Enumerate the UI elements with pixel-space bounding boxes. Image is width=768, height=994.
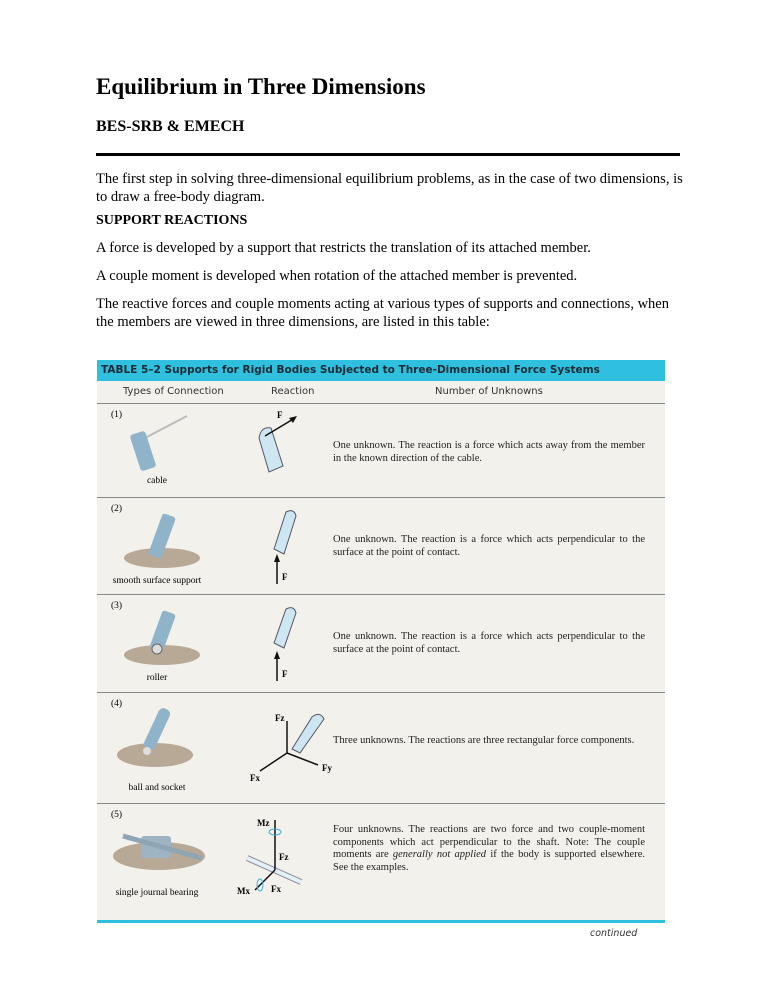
ball-and-socket-reaction-figure <box>242 699 332 794</box>
table-row <box>97 595 665 693</box>
paragraph: A force is developed by a support that restricts the translation of its attached member. <box>96 240 591 256</box>
force-label: F <box>277 410 283 420</box>
force-label: Fx <box>250 773 260 783</box>
smooth-surface-figure <box>117 506 217 576</box>
roller-reaction-figure <box>252 601 322 681</box>
row-description <box>333 824 645 874</box>
divider <box>96 153 680 156</box>
row-number: (1) <box>111 410 123 420</box>
connection-caption: cable <box>146 476 168 486</box>
description-emphasis: generally not applied <box>392 849 487 860</box>
table-row <box>97 498 665 595</box>
connection-caption: single journal bearing <box>115 888 199 898</box>
connection-caption: roller <box>146 673 168 683</box>
smooth-surface-reaction-figure <box>252 504 322 584</box>
row-description: One unknown. The reaction is a force which acts perpendicular to the surface at the point of contact. <box>333 631 645 655</box>
description-text: Four unknowns. The reactions are two force and two couple-moment components which act perpendicular to the shaft. Note: The couple moments are <box>333 824 645 860</box>
paragraph: A couple moment is developed when rotation of the attached member is prevented. <box>96 268 578 284</box>
cable-reaction-figure <box>247 408 327 483</box>
section-heading: SUPPORT REACTIONS <box>96 213 248 228</box>
intro-paragraph: The first step in solving three-dimensional equilibrium problems, as in the case of two dimensions, is to draw a free-body diagram. <box>96 171 683 205</box>
table-header-row <box>97 381 665 404</box>
paragraph: The reactive forces and couple moments acting at various types of supports and connections, when the members are viewed in three dimensions, are listed in this table: <box>96 296 669 330</box>
force-label: Fx <box>271 884 281 894</box>
table-row <box>97 804 665 922</box>
row-number: (3) <box>111 601 123 611</box>
continued-label: continued <box>590 928 638 939</box>
row-description: One unknown. The reaction is a force which acts perpendicular to the surface at the point of contact. <box>333 534 645 558</box>
column-header: Reaction <box>271 386 315 397</box>
journal-bearing-figure <box>109 818 219 878</box>
ball-and-socket-figure <box>115 703 215 773</box>
roller-figure <box>117 603 217 673</box>
column-header: Types of Connection <box>123 386 224 397</box>
journal-bearing-reaction-figure <box>235 812 335 912</box>
table-row <box>97 693 665 804</box>
connection-caption: ball and socket <box>128 783 186 793</box>
force-label: Fz <box>275 713 285 723</box>
table-bottom-rule <box>97 920 665 923</box>
column-header: Number of Unknowns <box>435 386 543 397</box>
row-number: (5) <box>111 810 123 820</box>
row-number: (4) <box>111 699 123 709</box>
row-description: Three unknowns. The reactions are three rectangular force components. <box>333 735 635 746</box>
moment-label: Mz <box>257 818 270 828</box>
cable-support-figure <box>117 408 207 478</box>
page-title: Equilibrium in Three Dimensions <box>96 74 426 99</box>
table-row <box>97 404 665 498</box>
page-subtitle: BES-SRB & EMECH <box>96 118 245 135</box>
force-label: Fz <box>279 852 289 862</box>
moment-label: Mx <box>237 886 250 896</box>
connection-caption: smooth surface support <box>112 576 202 586</box>
row-description: One unknown. The reaction is a force which acts away from the member in the known direction of the cable. <box>333 440 645 464</box>
description-text: if the body is supported elsewhere. See the examples. <box>333 849 645 873</box>
force-label: F <box>282 572 288 582</box>
supports-table <box>97 360 665 923</box>
force-label: Fy <box>322 763 332 773</box>
force-label: F <box>282 669 288 679</box>
table-title: TABLE 5–2 Supports for Rigid Bodies Subjected to Three-Dimensional Force Systems <box>97 360 665 381</box>
row-number: (2) <box>111 504 123 514</box>
